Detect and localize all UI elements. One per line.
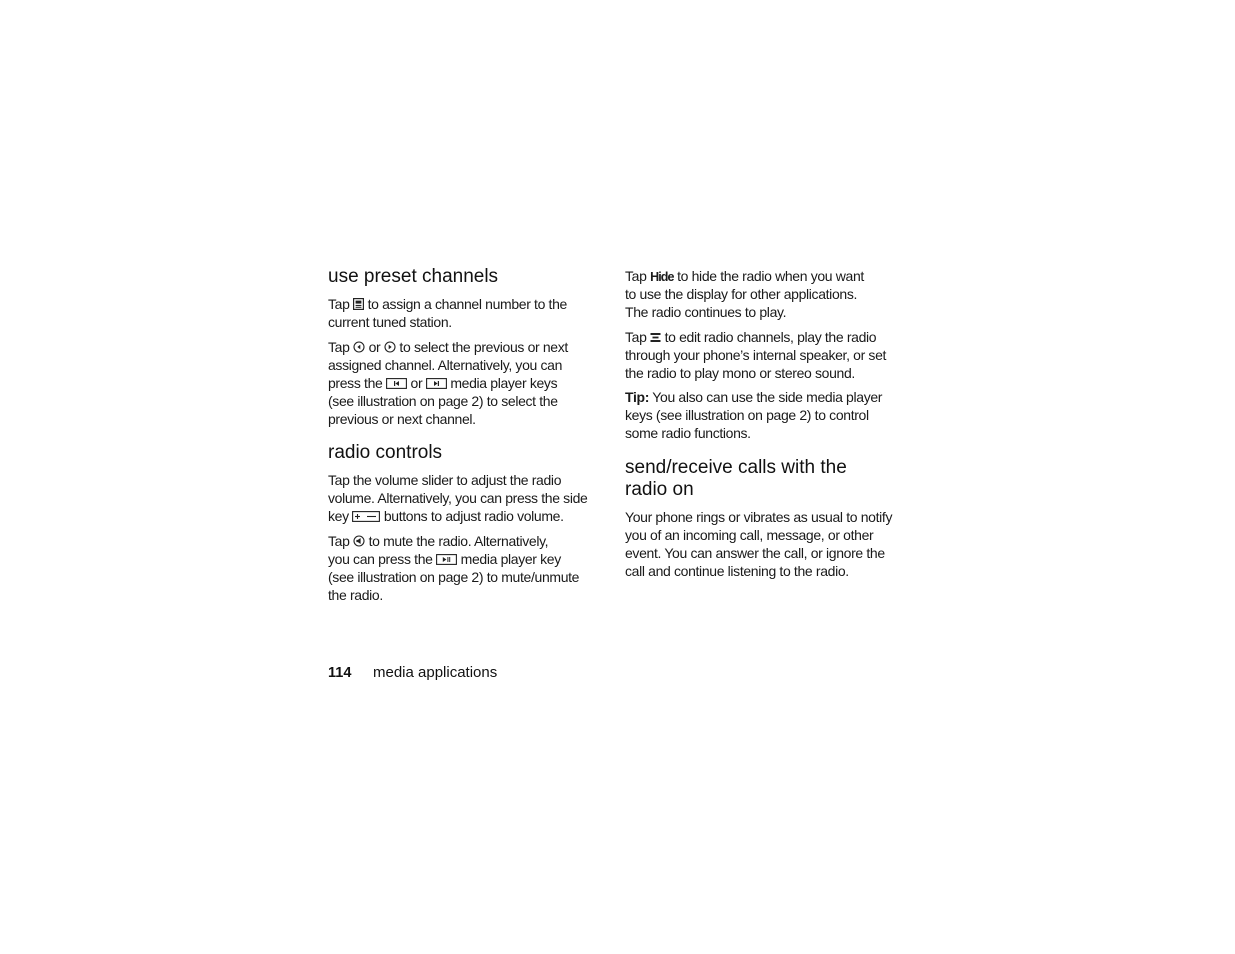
paragraph-hide-radio bbox=[625, 267, 864, 321]
page-number: 114 bbox=[328, 665, 352, 681]
text-span: You also can use the side media player bbox=[649, 389, 883, 405]
text-span: press the bbox=[328, 375, 386, 391]
previous-channel-icon bbox=[353, 341, 365, 353]
text-span: or bbox=[406, 375, 426, 391]
paragraph-tip bbox=[625, 388, 882, 442]
text-span: to mute the radio. Alternatively, bbox=[365, 533, 549, 549]
tip-label: Tip: bbox=[625, 389, 650, 405]
skip-back-key-icon bbox=[386, 378, 407, 389]
text-line bbox=[328, 507, 587, 525]
text-span: buttons to adjust radio volume. bbox=[380, 508, 564, 524]
paragraph-incoming-calls bbox=[625, 508, 892, 580]
heading-use-preset-channels: use preset channels bbox=[328, 266, 499, 287]
text-span: key bbox=[328, 508, 353, 524]
text-line bbox=[625, 267, 864, 285]
heading-radio-controls: radio controls bbox=[328, 442, 443, 463]
mute-icon bbox=[353, 535, 365, 547]
paragraph-assign-preset bbox=[328, 295, 567, 331]
play-pause-key-icon bbox=[436, 554, 457, 565]
heading-line: send/receive calls with the bbox=[625, 457, 847, 478]
text-line: (see illustration on page 2) to select the bbox=[328, 393, 558, 409]
text-line bbox=[328, 374, 568, 392]
text-span: Tap bbox=[328, 533, 354, 549]
text-span: Tap bbox=[625, 268, 651, 284]
next-channel-icon bbox=[384, 341, 396, 353]
text-line bbox=[625, 388, 882, 406]
text-line bbox=[328, 550, 579, 568]
text-line: event. You can answer the call, or ignore the bbox=[625, 545, 885, 561]
text-line: The radio continues to play. bbox=[625, 304, 787, 320]
text-line bbox=[328, 532, 579, 550]
text-span: to edit radio channels, play the radio bbox=[661, 329, 877, 345]
menu-icon bbox=[650, 332, 661, 343]
text-span: to select the previous or next bbox=[395, 339, 568, 355]
text-line: keys (see illustration on page 2) to control bbox=[625, 407, 869, 423]
text-line: Your phone rings or vibrates as usual to notify bbox=[625, 509, 893, 525]
paragraph-volume bbox=[328, 471, 587, 525]
text-line: (see illustration on page 2) to mute/unmute bbox=[328, 569, 580, 585]
text-line: call and continue listening to the radio. bbox=[625, 563, 849, 579]
text-line bbox=[625, 328, 886, 346]
text-line: previous or next channel. bbox=[328, 411, 476, 427]
paragraph-select-channel bbox=[328, 338, 568, 428]
volume-key-icon bbox=[352, 511, 380, 522]
text-span: media player keys bbox=[446, 375, 558, 391]
text-span: Tap bbox=[328, 296, 354, 312]
text-line: the radio to play mono or stereo sound. bbox=[625, 365, 855, 381]
paragraph-mute bbox=[328, 532, 579, 604]
text-line bbox=[328, 338, 568, 356]
text-span: Tap bbox=[328, 339, 354, 355]
text-line: to use the display for other applications. bbox=[625, 286, 858, 302]
text-span: you can press the bbox=[328, 551, 437, 567]
paragraph-menu-options bbox=[625, 328, 886, 382]
text-span: to assign a channel number to the bbox=[364, 296, 567, 312]
preset-channel-icon bbox=[353, 298, 364, 310]
text-line: volume. Alternatively, you can press the side bbox=[328, 490, 588, 506]
text-span: to hide the radio when you want bbox=[673, 268, 864, 284]
text-line: Tap the volume slider to adjust the radio bbox=[328, 472, 562, 488]
heading-send-receive-calls bbox=[625, 457, 847, 501]
text-line: through your phone’s internal speaker, or set bbox=[625, 347, 887, 363]
text-span: or bbox=[365, 339, 384, 355]
text-line: some radio functions. bbox=[625, 425, 751, 441]
text-span: media player key bbox=[457, 551, 561, 567]
heading-line: radio on bbox=[625, 479, 694, 500]
text-line: you of an incoming call, message, or other bbox=[625, 527, 874, 543]
hide-softkey-label: Hide bbox=[650, 270, 674, 284]
footer-section-title: media applications bbox=[373, 664, 498, 681]
text-line: assigned channel. Alternatively, you can bbox=[328, 357, 563, 373]
text-line: current tuned station. bbox=[328, 314, 452, 330]
text-line bbox=[328, 295, 567, 313]
text-span: Tap bbox=[625, 329, 651, 345]
text-line: the radio. bbox=[328, 587, 383, 603]
skip-forward-key-icon bbox=[426, 378, 447, 389]
